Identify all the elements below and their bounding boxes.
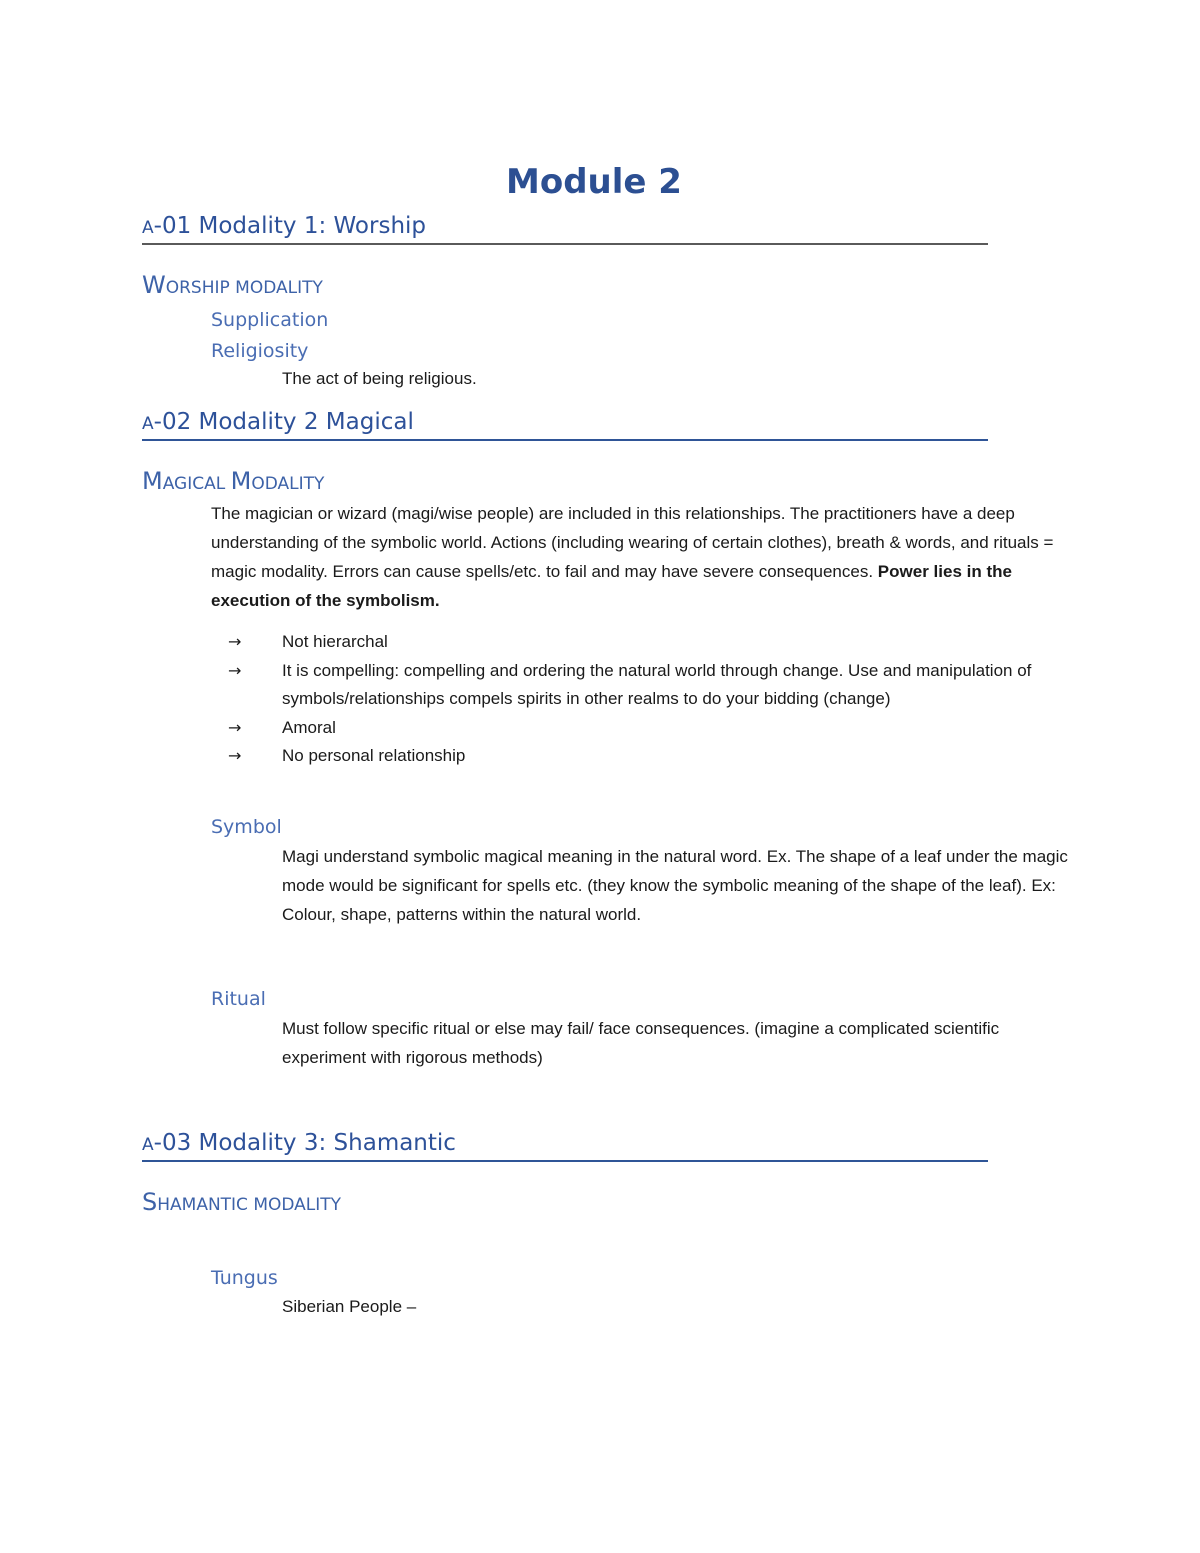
- magical-paragraph: [211, 499, 1061, 615]
- subheading-cap: S: [142, 1188, 158, 1216]
- subheading-rest: ORSHIP MODALITY: [165, 278, 323, 298]
- subheading-magical-modality: [142, 469, 324, 496]
- subheading-worship-modality: [142, 273, 323, 300]
- bullet-text: Amoral: [282, 717, 336, 737]
- list-item: [228, 628, 1068, 657]
- list-item: [228, 714, 1068, 743]
- magical-paragraph-bold: Power lies in the execution of the symbolism.: [211, 562, 1012, 610]
- subheading-cap: M: [230, 467, 252, 495]
- arrow-right-icon: →: [228, 660, 242, 680]
- topic-tungus: Tungus: [211, 1267, 278, 1289]
- symbol-text: Magi understand symbolic magical meaning in the natural word. Ex. The shape of a leaf under the magic mode would be significant for spells etc. (they know the symbolic meaning of the shape of the leaf). Ex: Colour, shape, patterns within the natural world.: [282, 847, 1068, 924]
- section-heading-text: -01 Modality 1: Worship: [153, 213, 427, 239]
- section-prefix: A: [142, 1135, 154, 1155]
- tungus-text: Siberian People –: [282, 1297, 417, 1316]
- topic-religiosity: Religiosity: [211, 340, 309, 362]
- section-heading-magical: [142, 410, 988, 441]
- page-title: Module 2: [506, 162, 682, 202]
- subheading-rest: ODALITY: [251, 474, 325, 494]
- arrow-right-icon: →: [228, 746, 242, 766]
- bullet-text: It is compelling: compelling and ordering the natural world through change. Use and manipulation of symbols/relationships compels spirits in other realms to do your bidding (change): [282, 660, 1032, 709]
- topic-supplication: Supplication: [211, 309, 329, 331]
- section-prefix: A: [142, 414, 154, 434]
- section-heading-worship: [142, 214, 988, 245]
- section-heading-shamantic: [142, 1131, 988, 1162]
- section-heading-text: -02 Modality 2 Magical: [153, 409, 414, 435]
- ritual-text: Must follow specific ritual or else may fail/ face consequences. (imagine a complicated scientific experiment with rigorous methods): [282, 1019, 1000, 1067]
- section-heading-text: -03 Modality 3: Shamantic: [153, 1130, 456, 1156]
- subheading-rest: HAMANTIC MODALITY: [157, 1195, 342, 1215]
- subheading-shamantic-modality: [142, 1190, 341, 1217]
- arrow-right-icon: →: [228, 632, 242, 651]
- subheading-cap: W: [142, 271, 166, 299]
- section-prefix: A: [142, 218, 154, 238]
- arrow-right-icon: →: [228, 717, 242, 737]
- topic-symbol: Symbol: [211, 816, 282, 838]
- topic-ritual: Ritual: [211, 988, 266, 1010]
- bullet-text: Not hierarchal: [282, 632, 388, 651]
- subheading-rest: AGICAL: [162, 474, 231, 494]
- bullet-text: No personal relationship: [282, 746, 466, 766]
- subheading-cap: M: [142, 467, 163, 495]
- religiosity-text: The act of being religious.: [282, 369, 477, 388]
- list-item: [228, 657, 1068, 714]
- list-item: [228, 742, 1068, 771]
- magical-bullet-list: [228, 628, 1068, 771]
- magical-paragraph-text: The magician or wizard (magi/wise people) are included in this relationships. The practitioners have a deep understanding of the symbolic world. Actions (including wearing of certain clothes), breath & words, and rituals = magic modality. Errors can cause spells/etc. to fail and may have severe consequences.: [211, 504, 1054, 581]
